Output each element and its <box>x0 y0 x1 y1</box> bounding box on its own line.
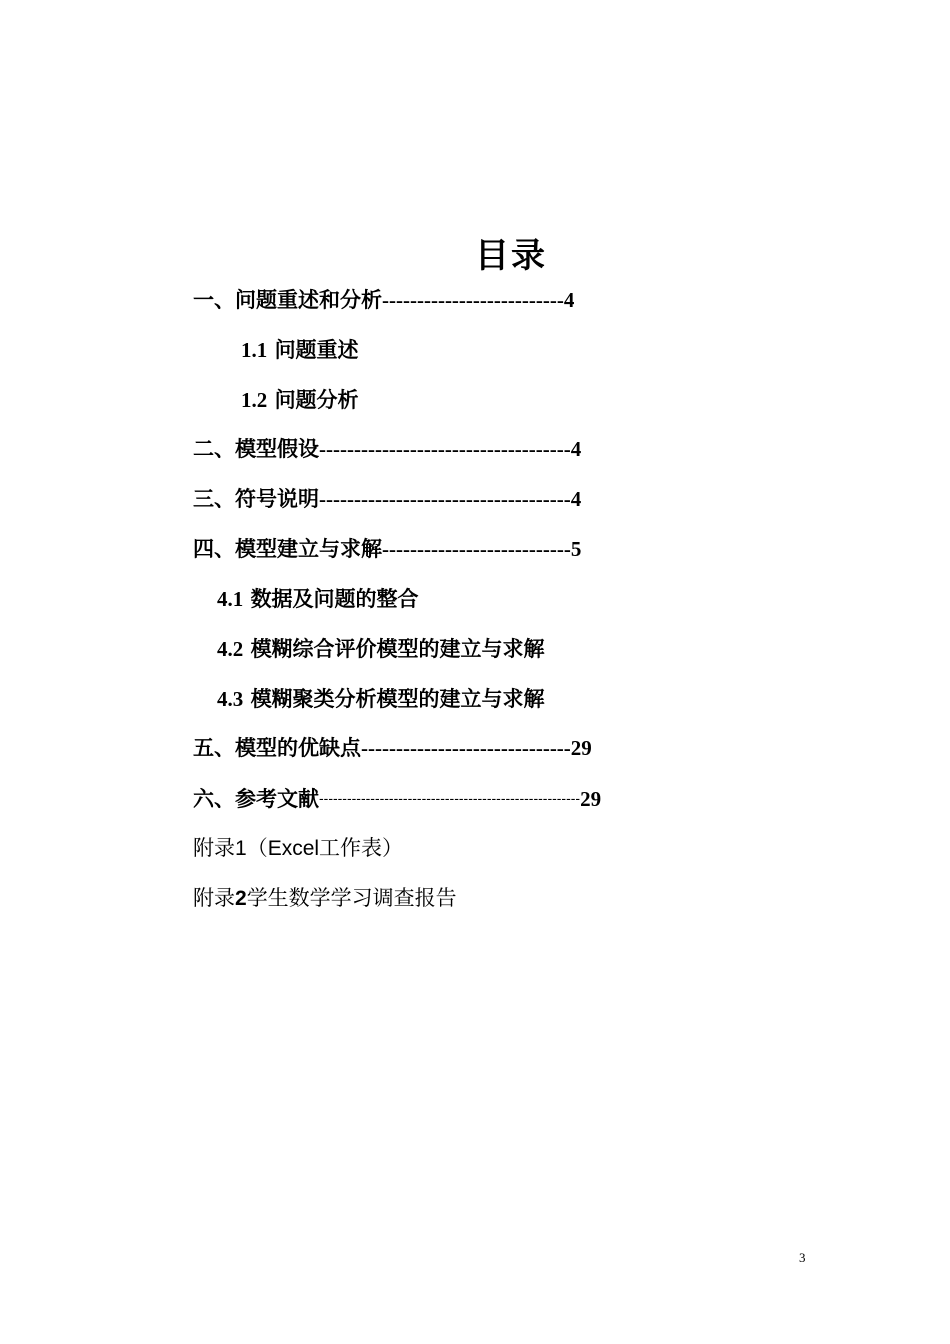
toc-entry-label: 五、模型的优缺点 <box>193 736 361 760</box>
toc-leader: ------------------------------ <box>361 736 571 760</box>
toc-subentry-number: 4.2 <box>217 637 244 661</box>
toc-entry <box>193 733 592 763</box>
appendix-title: 学生数学学习调查报告 <box>246 886 457 910</box>
toc-page-number: 5 <box>570 537 582 561</box>
toc-entry <box>193 783 601 814</box>
toc-appendix <box>193 883 457 914</box>
toc-subentry-number: 1.2 <box>241 388 268 412</box>
toc-entry <box>193 285 574 315</box>
toc-subentry <box>217 584 419 614</box>
appendix-number: 2 <box>235 887 247 910</box>
toc-page-number: 29 <box>580 787 602 811</box>
toc-entry-label: 三、符号说明 <box>193 487 319 511</box>
appendix-label: 附录 <box>193 836 235 860</box>
toc-entry-label: 一、问题重述和分析 <box>193 288 382 312</box>
toc-subentry-number: 4.3 <box>217 687 244 711</box>
toc-leader: ------------------------------------ <box>319 437 571 461</box>
toc-subentry-label: 模糊综合评价模型的建立与求解 <box>250 637 545 661</box>
toc-entry <box>193 484 581 514</box>
toc-page-number: 4 <box>570 437 582 461</box>
appendix-number: 1 <box>235 837 247 860</box>
toc-entry <box>193 434 581 464</box>
toc-subentry <box>217 684 545 714</box>
toc-subentry-number: 4.1 <box>217 587 244 611</box>
toc-leader: -------------------------------------------------------- <box>319 790 581 806</box>
toc-leader: -------------------------- <box>382 288 564 312</box>
toc-subentry-label: 数据及问题的整合 <box>250 587 419 611</box>
toc-subentry-label: 问题分析 <box>274 388 359 412</box>
appendix-title: 工作表） <box>319 836 404 860</box>
toc-leader: ------------------------------------ <box>319 487 571 511</box>
toc-subentry <box>241 335 359 365</box>
toc-subentry <box>241 385 359 415</box>
toc-entry-label: 六、参考文献 <box>193 787 319 811</box>
toc-title: 目录 <box>475 236 547 276</box>
appendix-excel: Excel <box>267 837 320 860</box>
page-number: 3 <box>799 1250 806 1265</box>
appendix-paren: （ <box>246 836 268 860</box>
toc-entry <box>193 534 581 564</box>
toc-page-number: 4 <box>570 487 582 511</box>
toc-entry-label: 四、模型建立与求解 <box>193 537 382 561</box>
toc-subentry-label: 问题重述 <box>274 338 359 362</box>
toc-appendix <box>193 833 403 864</box>
toc-subentry <box>217 634 545 664</box>
toc-leader: --------------------------- <box>382 537 571 561</box>
toc-page-number: 4 <box>563 288 575 312</box>
toc-entry-label: 二、模型假设 <box>193 437 319 461</box>
toc-page-number: 29 <box>570 736 592 760</box>
appendix-label: 附录 <box>193 886 235 910</box>
toc-subentry-label: 模糊聚类分析模型的建立与求解 <box>250 687 545 711</box>
toc-subentry-number: 1.1 <box>241 338 268 362</box>
